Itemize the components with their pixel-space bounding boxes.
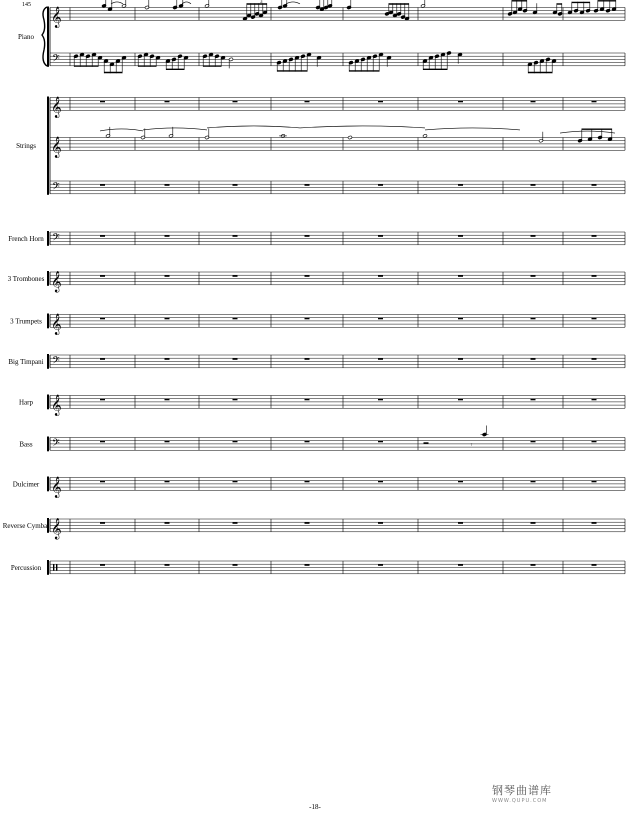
whole-rest xyxy=(458,564,463,566)
whole-rest xyxy=(165,235,170,237)
tie-slur xyxy=(425,128,520,130)
whole-rest xyxy=(165,564,170,566)
whole-rest xyxy=(233,235,238,237)
note-beam xyxy=(349,70,379,71)
whole-rest xyxy=(305,399,310,401)
whole-rest xyxy=(458,101,463,103)
instrument-label-dulcimer: Dulcimer xyxy=(12,480,40,489)
whole-rest xyxy=(100,318,105,320)
whole-rest xyxy=(378,275,383,277)
whole-rest xyxy=(592,101,597,103)
measure-number: 145 xyxy=(22,2,31,8)
tie-slur xyxy=(100,129,143,131)
instrument-label-piano: Piano xyxy=(18,33,34,42)
whole-rest xyxy=(592,318,597,320)
treble-clef-icon: 𝄞 xyxy=(51,313,62,335)
whole-rest xyxy=(305,564,310,566)
whole-rest xyxy=(378,481,383,483)
tie-slur xyxy=(207,126,300,128)
note-head xyxy=(348,136,353,140)
note-beam xyxy=(598,0,616,1)
system-bracket xyxy=(47,560,49,575)
whole-rest xyxy=(305,522,310,524)
watermark-title: 钢琴曲谱库 xyxy=(492,784,552,797)
system-bracket xyxy=(47,7,49,67)
tie-slur xyxy=(111,2,123,4)
percussion-clef-icon xyxy=(53,564,54,570)
whole-rest xyxy=(378,564,383,566)
whole-rest xyxy=(233,275,238,277)
system-bracket xyxy=(47,314,49,329)
note-beam xyxy=(512,0,527,1)
half-rest xyxy=(424,442,429,444)
eighth-rest: 𝄾 xyxy=(470,441,473,450)
bass-clef-icon: 𝄢 xyxy=(52,354,60,369)
whole-rest xyxy=(305,481,310,483)
note-beam xyxy=(277,70,307,71)
note-beam xyxy=(582,129,612,130)
whole-rest xyxy=(592,481,597,483)
system-bracket xyxy=(47,477,49,492)
whole-rest xyxy=(100,235,105,237)
whole-rest xyxy=(305,318,310,320)
whole-rest xyxy=(531,184,536,186)
whole-rest xyxy=(458,358,463,360)
instrument-label-trombones: 3 Trombones xyxy=(7,274,45,283)
whole-rest xyxy=(592,522,597,524)
whole-rest xyxy=(531,399,536,401)
whole-rest xyxy=(233,522,238,524)
whole-rest xyxy=(531,441,536,443)
whole-rest xyxy=(531,481,536,483)
note-beam xyxy=(528,72,552,73)
whole-rest xyxy=(233,318,238,320)
whole-rest xyxy=(165,441,170,443)
system-bracket xyxy=(47,97,49,195)
bass-clef-icon: 𝄢 xyxy=(52,436,60,451)
whole-rest xyxy=(531,235,536,237)
whole-rest xyxy=(458,522,463,524)
note-beam xyxy=(104,72,122,73)
whole-rest xyxy=(378,184,383,186)
percussion-clef-icon xyxy=(56,564,57,570)
whole-rest xyxy=(458,399,463,401)
whole-rest xyxy=(100,101,105,103)
note-beam xyxy=(166,69,184,70)
whole-rest xyxy=(165,318,170,320)
whole-rest xyxy=(378,318,383,320)
bass-clef-icon: 𝄢 xyxy=(52,180,60,195)
page-number: -18- xyxy=(309,803,321,811)
whole-rest xyxy=(100,275,105,277)
system-bracket xyxy=(47,437,49,452)
whole-rest xyxy=(305,101,310,103)
whole-rest xyxy=(165,184,170,186)
whole-rest xyxy=(592,235,597,237)
piano-brace xyxy=(42,7,47,66)
whole-rest xyxy=(233,441,238,443)
whole-rest xyxy=(531,101,536,103)
whole-rest xyxy=(100,184,105,186)
whole-rest xyxy=(378,358,383,360)
whole-rest xyxy=(233,184,238,186)
instrument-label-reverse-cymbal: Reverse Cymbal xyxy=(2,521,50,530)
bass-clef-icon: 𝄢 xyxy=(52,52,60,67)
instrument-label-bass: Bass xyxy=(19,440,33,449)
treble-clef-icon: 𝄞 xyxy=(51,6,62,28)
whole-rest xyxy=(592,184,597,186)
whole-rest xyxy=(592,275,597,277)
whole-rest xyxy=(100,358,105,360)
instrument-label-percussion: Percussion xyxy=(10,563,42,572)
whole-rest xyxy=(531,318,536,320)
whole-rest xyxy=(531,275,536,277)
whole-rest xyxy=(305,441,310,443)
note-beam xyxy=(557,3,562,4)
whole-rest xyxy=(233,564,238,566)
whole-rest xyxy=(378,522,383,524)
whole-rest xyxy=(100,399,105,401)
treble-clef-icon: 𝄞 xyxy=(51,476,62,498)
whole-rest xyxy=(592,441,597,443)
whole-rest xyxy=(100,564,105,566)
tie-slur xyxy=(560,131,615,133)
system-bracket xyxy=(47,231,49,246)
whole-rest xyxy=(233,358,238,360)
whole-rest xyxy=(458,275,463,277)
whole-rest xyxy=(592,399,597,401)
note-beam xyxy=(203,65,221,66)
treble-clef-icon: 𝄞 xyxy=(51,518,62,540)
whole-rest xyxy=(165,399,170,401)
whole-rest xyxy=(458,481,463,483)
tie-slur xyxy=(286,2,300,4)
whole-rest xyxy=(233,101,238,103)
whole-rest xyxy=(165,101,170,103)
note-beam xyxy=(572,2,590,3)
whole-rest xyxy=(165,522,170,524)
note-beam xyxy=(423,69,447,70)
whole-rest xyxy=(165,358,170,360)
tuplet-number: 3 xyxy=(260,0,263,5)
whole-rest xyxy=(378,235,383,237)
instrument-label-timpani: Big Timpani xyxy=(8,357,44,366)
whole-rest xyxy=(233,399,238,401)
note-beam xyxy=(74,65,98,66)
whole-rest xyxy=(305,275,310,277)
note-beam xyxy=(138,65,156,66)
whole-rest xyxy=(305,235,310,237)
whole-rest xyxy=(100,481,105,483)
note-beam xyxy=(389,3,409,4)
whole-rest xyxy=(592,358,597,360)
instrument-label-trumpets: 3 Trumpets xyxy=(10,317,42,326)
whole-rest xyxy=(100,441,105,443)
instrument-label-harp: Harp xyxy=(19,398,33,407)
bass-clef-icon: 𝄢 xyxy=(52,231,60,246)
treble-clef-icon: 𝄞 xyxy=(51,394,62,416)
tie-slur xyxy=(182,2,191,4)
whole-rest xyxy=(165,275,170,277)
instrument-label-french-horn: French Horn xyxy=(8,234,44,243)
treble-clef-icon: 𝄞 xyxy=(51,96,62,118)
system-bracket xyxy=(47,395,49,410)
whole-rest xyxy=(458,318,463,320)
whole-rest xyxy=(592,564,597,566)
whole-rest xyxy=(233,481,238,483)
whole-rest xyxy=(165,481,170,483)
treble-clef-icon: 𝄞 xyxy=(51,136,62,158)
whole-rest xyxy=(378,441,383,443)
whole-rest xyxy=(531,564,536,566)
whole-rest xyxy=(531,358,536,360)
system-bracket xyxy=(47,354,49,369)
whole-rest xyxy=(378,101,383,103)
whole-rest xyxy=(305,358,310,360)
watermark xyxy=(492,782,624,808)
watermark-url: WWW.QUPU.COM xyxy=(492,798,548,804)
whole-rest xyxy=(531,522,536,524)
tie-slur xyxy=(143,128,207,130)
whole-rest xyxy=(378,399,383,401)
system-bracket xyxy=(47,271,49,286)
whole-rest xyxy=(458,184,463,186)
whole-rest xyxy=(458,235,463,237)
treble-clef-icon: 𝄞 xyxy=(51,271,62,293)
note-beam xyxy=(247,3,267,4)
tie-slur xyxy=(300,126,425,128)
whole-rest xyxy=(305,184,310,186)
instrument-label-strings: Strings xyxy=(16,142,36,151)
whole-rest xyxy=(100,522,105,524)
